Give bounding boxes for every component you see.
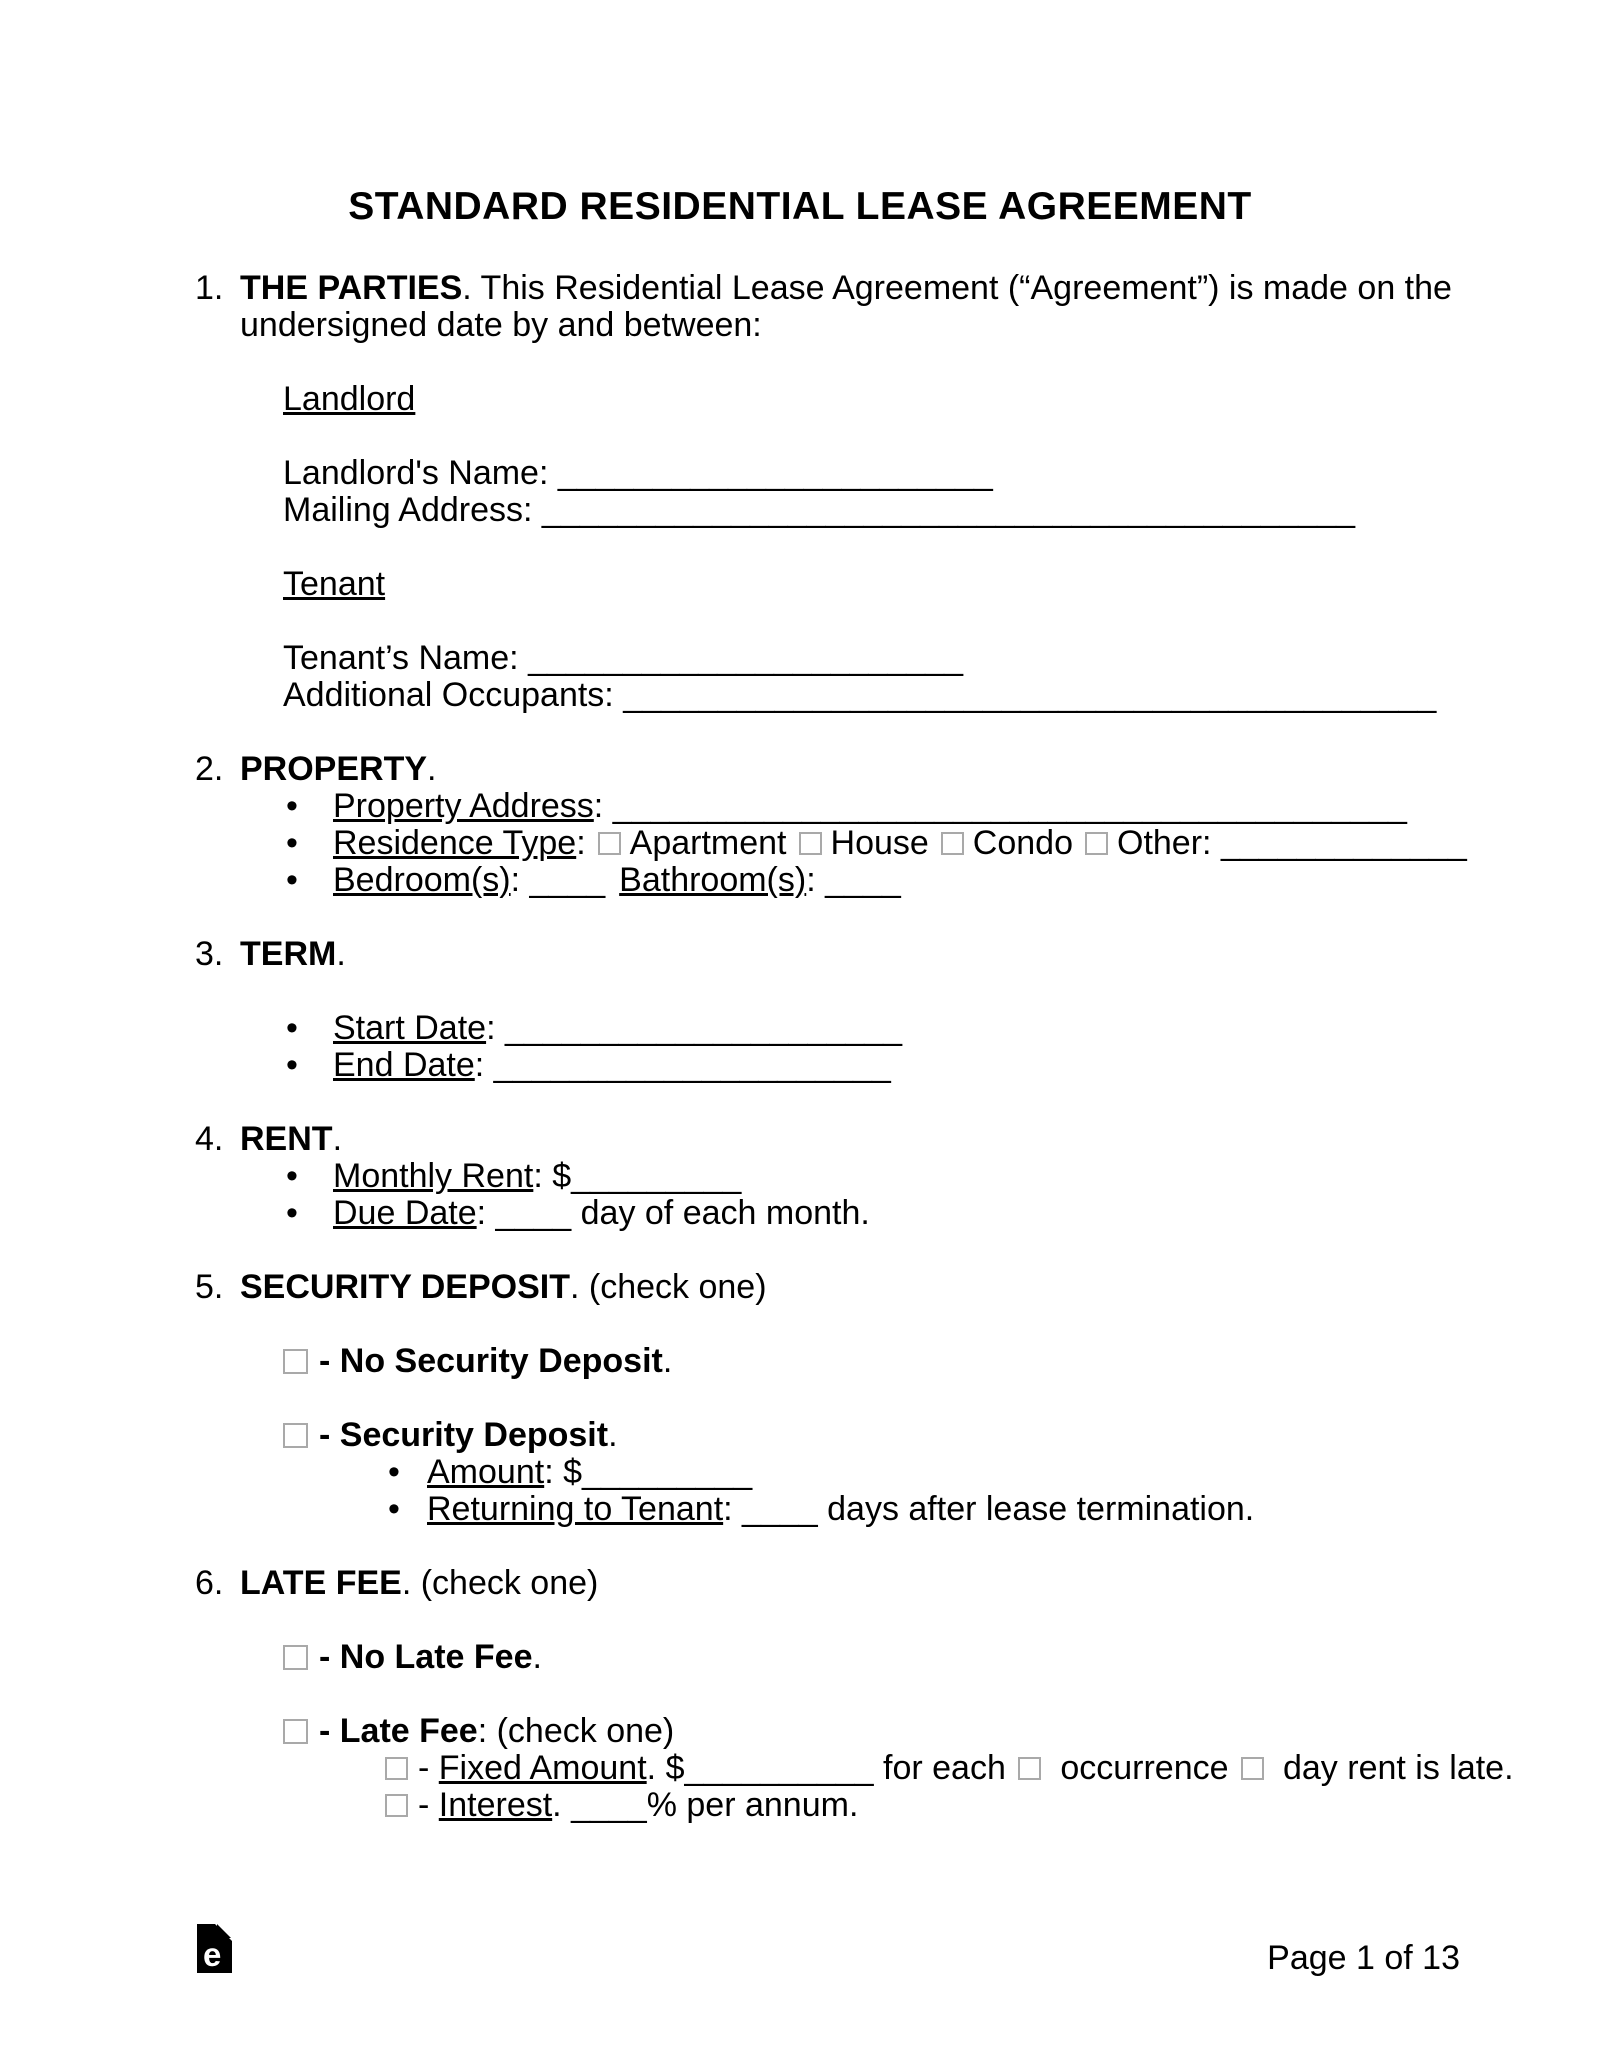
bullet-icon: • — [286, 787, 298, 825]
monthly-rent-row: • Monthly Rent: $_________ — [286, 1157, 742, 1195]
bullet-icon: • — [286, 1046, 298, 1084]
bedroom-field[interactable]: ____ — [529, 861, 606, 899]
bullet-icon: • — [286, 1194, 298, 1232]
due-date-field[interactable]: ____ — [495, 1194, 572, 1232]
start-date-row: • Start Date: _____________________ — [286, 1009, 903, 1047]
tenant-name-row — [0, 640, 1600, 677]
residence-option-apartment: Apartment — [629, 824, 787, 862]
section-late-fee-heading: 6. LATE FEE. (check one) — [195, 1564, 599, 1602]
spacer — [0, 1084, 1600, 1121]
section-parties-title: THE PARTIES — [240, 269, 463, 307]
spacer — [0, 1380, 1600, 1417]
tenant-subheading: Tenant — [283, 565, 386, 603]
checkbox-other-icon[interactable] — [1085, 832, 1108, 855]
checkbox-condo-icon[interactable] — [941, 832, 964, 855]
bullet-icon: • — [286, 1157, 298, 1195]
section-number: 5. — [195, 1268, 224, 1306]
late-fee-label: - Late Fee — [319, 1712, 478, 1750]
section-late-fee-title: LATE FEE — [240, 1564, 402, 1602]
section-number: 6. — [195, 1564, 224, 1602]
spacer — [0, 529, 1600, 566]
bullet-icon: • — [388, 1453, 400, 1491]
eforms-logo-icon — [197, 1924, 232, 1973]
section-parties-heading — [0, 270, 1600, 307]
mailing-address-row — [0, 492, 1600, 529]
no-security-deposit-option: - No Security Deposit. — [0, 1343, 1600, 1380]
interest-row: - Interest. ____% per annum. — [0, 1787, 1600, 1824]
additional-occupants-field[interactable]: ___________________________________________ — [623, 676, 1437, 714]
security-deposit-option: - Security Deposit. — [0, 1417, 1600, 1454]
due-date-label: Due Date — [333, 1194, 477, 1232]
start-date-field[interactable]: _____________________ — [504, 1009, 903, 1047]
residence-type-row: • Residence Type: Apartment House Condo Other: _____________ — [286, 824, 1467, 862]
no-late-fee-option: - No Late Fee. — [0, 1639, 1600, 1676]
returning-to-tenant-row: • Returning to Tenant: ____ days after lease termination. — [388, 1490, 1255, 1528]
logo-letter: e — [203, 1936, 222, 1973]
section-number: 3. — [195, 935, 224, 973]
document-title: STANDARD RESIDENTIAL LEASE AGREEMENT — [348, 185, 1252, 228]
landlord-subheading: Landlord — [283, 380, 416, 418]
residence-option-condo: Condo — [972, 824, 1073, 862]
spacer — [0, 418, 1600, 455]
spacer — [0, 899, 1600, 936]
bedroom-label: Bedroom(s) — [333, 861, 511, 899]
checkbox-apartment-icon[interactable] — [598, 832, 621, 855]
end-date-field[interactable]: _____________________ — [493, 1046, 891, 1084]
interest-label: Interest — [438, 1786, 553, 1824]
fixed-amount-label: Fixed Amount — [438, 1749, 647, 1787]
spacer — [0, 1676, 1600, 1713]
landlord-name-field[interactable]: _______________________ — [557, 454, 993, 492]
parties-intro-line2: undersigned date by and between: — [240, 306, 762, 344]
mailing-address-field[interactable]: ___________________________________________ — [541, 491, 1356, 529]
residence-option-other-label: Other: — [1117, 824, 1221, 862]
late-fee-option: - Late Fee: (check one) — [0, 1713, 1600, 1750]
start-date-label: Start Date — [333, 1009, 487, 1047]
section-term-heading: 3. TERM. — [195, 935, 346, 973]
checkbox-no-security-deposit-icon[interactable] — [283, 1349, 308, 1374]
spacer — [0, 714, 1600, 751]
deposit-amount-label: Amount — [427, 1453, 545, 1491]
deposit-amount-field[interactable]: _________ — [582, 1453, 753, 1491]
end-date-row: • End Date: _____________________ — [286, 1046, 891, 1084]
bullet-icon: • — [286, 861, 298, 899]
checkbox-interest-icon[interactable] — [385, 1794, 408, 1817]
fixed-amount-row: - Fixed Amount. $__________ for each occurrence day rent is late. — [0, 1750, 1600, 1787]
fixed-amount-mid-text: for each — [873, 1749, 1006, 1787]
returning-tail-text: days after lease termination. — [817, 1490, 1255, 1528]
residence-type-label: Residence Type — [333, 824, 577, 862]
checkbox-late-fee-icon[interactable] — [283, 1719, 308, 1744]
no-security-deposit-label: - No Security Deposit — [319, 1342, 663, 1380]
mailing-address-label: Mailing Address: — [283, 491, 542, 529]
spacer — [0, 1232, 1600, 1269]
returning-days-field[interactable]: ____ — [742, 1490, 818, 1528]
checkbox-occurrence-icon[interactable] — [1018, 1757, 1041, 1780]
section-security-deposit-heading: 5. SECURITY DEPOSIT. (check one) — [195, 1268, 767, 1306]
spacer — [0, 603, 1600, 640]
bullet-icon: • — [286, 824, 298, 862]
interest-tail-text: % per annum. — [646, 1786, 859, 1824]
interest-rate-field[interactable]: ____ — [571, 1786, 647, 1824]
landlord-name-label: Landlord's Name: — [283, 454, 558, 492]
section-rent-heading: 4. RENT. — [195, 1120, 343, 1158]
spacer — [0, 1602, 1600, 1639]
no-late-fee-label: - No Late Fee — [319, 1638, 533, 1676]
spacer — [0, 1306, 1600, 1343]
section-property-heading: 2. PROPERTY. — [195, 750, 437, 788]
section-number: 1. — [195, 269, 224, 307]
section-number: 2. — [195, 750, 224, 788]
section-term-title: TERM — [240, 935, 337, 973]
tenant-name-label: Tenant’s Name: — [283, 639, 529, 677]
bathroom-field[interactable]: ____ — [825, 861, 901, 899]
occurrence-label: occurrence — [1050, 1749, 1229, 1787]
due-date-tail: day of each month. — [571, 1194, 870, 1232]
bedroom-bathroom-row: • Bedroom(s): ____ Bathroom(s): ____ — [286, 861, 901, 899]
section-number: 4. — [195, 1120, 224, 1158]
property-address-label: Property Address — [333, 787, 594, 825]
checkbox-no-late-fee-icon[interactable] — [283, 1645, 308, 1670]
spacer — [0, 1528, 1600, 1565]
day-rent-late-label: day rent is late. — [1273, 1749, 1514, 1787]
additional-occupants-row — [0, 677, 1600, 714]
page-number: Page 1 of 13 — [1267, 1939, 1460, 1977]
landlord-name-row — [0, 455, 1600, 492]
checkbox-house-icon[interactable] — [799, 832, 822, 855]
bullet-icon: • — [388, 1490, 400, 1528]
checkbox-fixed-amount-icon[interactable] — [385, 1757, 408, 1780]
section-security-deposit-title: SECURITY DEPOSIT — [240, 1268, 570, 1306]
due-date-row: • Due Date: ____ day of each month. — [286, 1194, 870, 1232]
section-rent-title: RENT — [240, 1120, 333, 1158]
residence-other-field[interactable]: _____________ — [1220, 824, 1467, 862]
spacer — [0, 344, 1600, 381]
security-deposit-label: - Security Deposit — [319, 1416, 609, 1454]
residence-option-house: House — [830, 824, 929, 862]
document-body — [0, 270, 1600, 1824]
monthly-rent-label: Monthly Rent — [333, 1157, 534, 1195]
monthly-rent-field[interactable]: _________ — [571, 1157, 742, 1195]
bathroom-label: Bathroom(s) — [619, 861, 807, 899]
end-date-label: End Date — [333, 1046, 475, 1084]
tenant-name-field[interactable]: _______________________ — [528, 639, 963, 677]
property-address-row: • Property Address: __________________________________________ — [286, 787, 1407, 825]
fixed-amount-field[interactable]: __________ — [684, 1749, 874, 1787]
parties-intro-text: . This Residential Lease Agreement (“Agreement”) is made on the — [462, 269, 1452, 307]
spacer — [0, 973, 1600, 1010]
deposit-amount-row: • Amount: $_________ — [388, 1453, 753, 1491]
checkbox-security-deposit-icon[interactable] — [283, 1423, 308, 1448]
checkbox-day-icon[interactable] — [1241, 1757, 1264, 1780]
section-property-title: PROPERTY — [240, 750, 428, 788]
property-address-field[interactable]: __________________________________________ — [612, 787, 1407, 825]
additional-occupants-label: Additional Occupants: — [283, 676, 624, 714]
returning-to-tenant-label: Returning to Tenant — [427, 1490, 724, 1528]
bullet-icon: • — [286, 1009, 298, 1047]
